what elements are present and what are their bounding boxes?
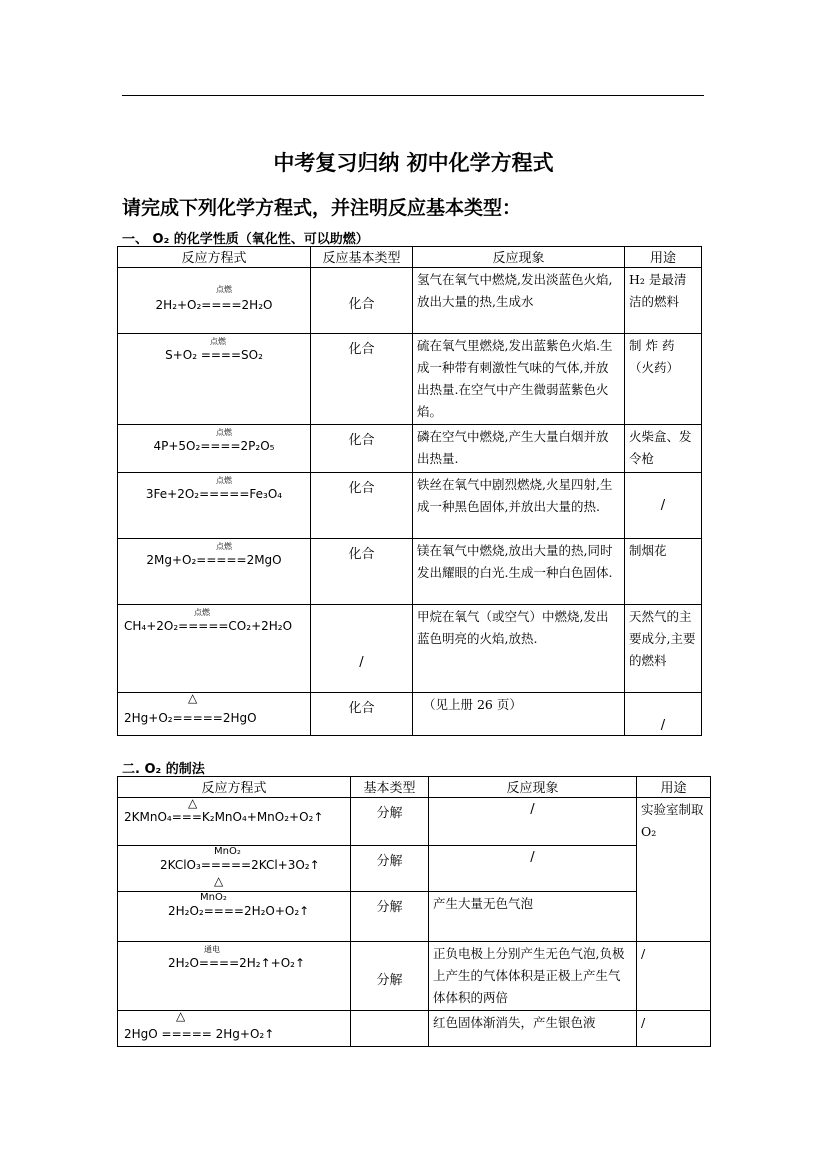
chemical-equation: S+O₂ ====SO₂	[165, 348, 263, 362]
heat-condition-icon: △	[188, 691, 198, 705]
section-2-heading: 二. O₂ 的制法	[122, 762, 205, 777]
table-row	[118, 798, 711, 846]
table-row	[118, 539, 702, 605]
col-header-type: 基本类型	[351, 777, 429, 798]
table-row	[118, 892, 711, 942]
reaction-phenomenon: /	[429, 798, 637, 846]
col-header-type: 反应基本类型	[311, 247, 413, 268]
reaction-type: 分解	[351, 892, 429, 942]
reaction-type: 化合	[311, 334, 413, 425]
reaction-use: 火柴盒、发令枪	[625, 425, 702, 473]
catalyst-condition: MnO₂	[214, 846, 241, 857]
equation-cell	[118, 473, 311, 539]
equation-cell	[118, 605, 311, 693]
col-header-use: 用途	[625, 247, 702, 268]
chemical-equation: 2H₂+O₂====2H₂O	[155, 297, 273, 312]
reaction-type: 分解	[351, 942, 429, 1011]
chemical-equation: 2Hg+O₂=====2HgO	[124, 711, 257, 725]
reaction-phenomenon: 甲烷在氧气（或空气）中燃烧,发出蓝色明亮的火焰,放热.	[413, 605, 625, 693]
table-row	[118, 268, 702, 334]
col-header-phenomenon: 反应现象	[413, 247, 625, 268]
chemical-equation: 2H₂O====2H₂↑+O₂↑	[168, 956, 306, 970]
col-header-use: 用途	[637, 777, 711, 798]
equation-cell	[118, 334, 311, 425]
oxygen-properties-table	[117, 246, 702, 736]
reaction-use: 实验室制取 O₂	[637, 798, 711, 942]
reaction-use: 制 炸 药（火药）	[625, 334, 702, 425]
heat-condition-icon: △	[214, 874, 224, 888]
reaction-phenomenon: 红色固体渐消失，产生银色液	[429, 1011, 637, 1047]
col-header-phenomenon: 反应现象	[429, 777, 637, 798]
reaction-use: /	[637, 942, 711, 1011]
col-header-equation: 反应方程式	[118, 777, 351, 798]
reaction-condition: 点燃	[216, 476, 232, 485]
equation-cell	[118, 1011, 351, 1047]
reaction-phenomenon: （见上册 26 页）	[413, 693, 625, 736]
header-rule	[122, 95, 704, 96]
chemical-equation: 2Mg+O₂=====2MgO	[146, 553, 282, 567]
instruction-heading: 请完成下列化学方程式，并注明反应基本类型：	[122, 197, 522, 219]
equation-cell	[118, 798, 351, 846]
reaction-phenomenon: 硫在氧气里燃烧,发出蓝紫色火焰.生成一种带有刺激性气味的气体,并放出热量.在空气中产生微弱蓝紫色火焰。	[413, 334, 625, 425]
chemical-equation: 2HgO ===== 2Hg+O₂↑	[124, 1027, 275, 1041]
chemical-equation: 2KMnO₄===K₂MnO₄+MnO₂+O₂↑	[124, 810, 324, 824]
reaction-type: 化合	[311, 693, 413, 736]
equation-cell	[118, 425, 311, 473]
reaction-use: /	[625, 693, 702, 736]
table-row	[118, 425, 702, 473]
reaction-use: 制烟花	[625, 539, 702, 605]
equation-cell	[118, 268, 311, 334]
reaction-type: 化合	[311, 473, 413, 539]
heat-condition-icon: △	[176, 1009, 186, 1023]
equation-cell	[118, 846, 351, 892]
reaction-phenomenon: 铁丝在氧气中剧烈燃烧,火星四射,生成一种黑色固体,并放出大量的热.	[413, 473, 625, 539]
table-row	[118, 334, 702, 425]
chemical-equation: 2H₂O₂====2H₂O+O₂↑	[168, 904, 310, 918]
reaction-condition: 点燃	[216, 542, 232, 551]
table-row	[118, 605, 702, 693]
equation-cell	[118, 539, 311, 605]
chemical-equation: 3Fe+2O₂=====Fe₃O₄	[145, 487, 283, 501]
reaction-type	[351, 1011, 429, 1047]
reaction-phenomenon: 产生大量无色气泡	[429, 892, 637, 942]
equation-cell	[118, 693, 311, 736]
table-row	[118, 693, 702, 736]
reaction-phenomenon: 正负电极上分别产生无色气泡,负极上产生的气体体积是正极上产生气体体积的两倍	[429, 942, 637, 1011]
chemical-equation: 2KClO₃=====2KCl+3O₂↑	[160, 858, 320, 872]
reaction-condition: 点燃	[194, 608, 210, 617]
reaction-type: /	[311, 605, 413, 693]
reaction-type: 化合	[311, 539, 413, 605]
heat-condition-icon: △	[188, 796, 198, 810]
reaction-type: 化合	[311, 425, 413, 473]
chemical-equation: 4P+5O₂====2P₂O₅	[153, 439, 275, 453]
reaction-use: /	[625, 473, 702, 539]
reaction-use: /	[637, 1011, 711, 1047]
table-header-row	[118, 247, 702, 268]
reaction-phenomenon: 磷在空气中燃烧,产生大量白烟并放出热量.	[413, 425, 625, 473]
table-row	[118, 1011, 711, 1047]
reaction-phenomenon: 氢气在氧气中燃烧,发出淡蓝色火焰,放出大量的热,生成水	[413, 268, 625, 334]
reaction-type: 分解	[351, 846, 429, 892]
oxygen-preparation-table	[117, 776, 711, 1047]
col-header-equation: 反应方程式	[118, 247, 311, 268]
equation-cell	[118, 892, 351, 942]
equation-cell	[118, 942, 351, 1011]
reaction-phenomenon: /	[429, 846, 637, 892]
reaction-use: 天然气的主要成分,主要的燃料	[625, 605, 702, 693]
reaction-condition: 通电	[204, 945, 220, 954]
reaction-condition: 点燃	[216, 428, 232, 437]
reaction-phenomenon: 镁在氧气中燃烧,放出大量的热,同时发出耀眼的白光.生成一种白色固体.	[413, 539, 625, 605]
page-title: 中考复习归纳 初中化学方程式	[273, 151, 554, 175]
table-header-row	[118, 777, 711, 798]
catalyst-condition: MnO₂	[200, 892, 227, 903]
reaction-condition: 点燃	[216, 284, 232, 294]
table-row	[118, 473, 702, 539]
section-1-heading: 一、 O₂ 的化学性质（氧化性、可以助燃）	[122, 232, 369, 247]
reaction-type: 分解	[351, 798, 429, 846]
reaction-condition: 点燃	[210, 337, 226, 346]
reaction-use: H₂ 是最清洁的燃料	[625, 268, 702, 334]
table-row	[118, 846, 711, 892]
table-row	[118, 942, 711, 1011]
reaction-type: 化合	[311, 268, 413, 334]
chemical-equation: CH₄+2O₂=====CO₂+2H₂O	[124, 619, 293, 633]
